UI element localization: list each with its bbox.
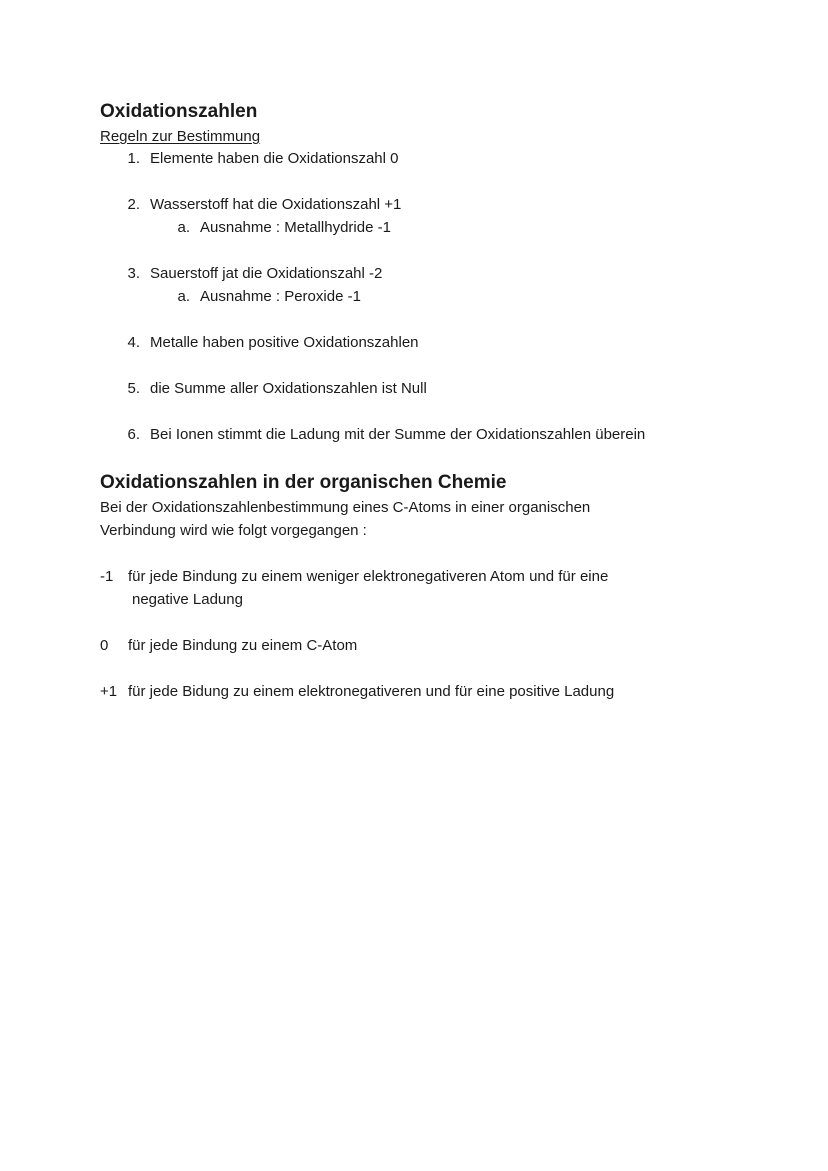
intro-line-1: Bei der Oxidationszahlenbestimmung eines C-Atoms in einer organischen xyxy=(100,499,591,516)
section-subtitle-regeln: Regeln zur Bestimmung xyxy=(100,128,261,145)
list-item-text: Sauerstoff jat die Oxidationszahl -2 xyxy=(150,265,383,282)
list-item-text: Elemente haben die Oxidationszahl 0 xyxy=(150,150,399,167)
oxidation-value: +1 xyxy=(100,683,118,700)
list-number: 4. xyxy=(127,334,140,351)
list-number: 2. xyxy=(127,196,140,213)
list-item-text: für jede Bindung zu einem weniger elektronegativeren Atom und für eine xyxy=(128,568,609,585)
list-item-text: Bei Ionen stimmt die Ladung mit der Summe der Oxidationszahlen überein xyxy=(150,426,646,443)
list-number: 5. xyxy=(127,380,140,397)
list-number: 3. xyxy=(127,265,140,282)
section-title-organische-chemie: Oxidationszahlen in der organischen Chemie xyxy=(100,472,507,493)
list-number: 6. xyxy=(127,426,140,443)
intro-line-2: Verbindung wird wie folgt vorgegangen : xyxy=(100,522,367,539)
sublist-item-text: Ausnahme : Peroxide -1 xyxy=(200,288,361,305)
oxidation-value: -1 xyxy=(100,568,114,585)
list-item-text: die Summe aller Oxidationszahlen ist Null xyxy=(150,380,427,397)
list-item-text: für jede Bindung zu einem C-Atom xyxy=(128,637,358,654)
section-title-oxidationszahlen: Oxidationszahlen xyxy=(100,101,258,122)
list-item-text: für jede Bidung zu einem elektronegativeren und für eine positive Ladung xyxy=(128,683,615,700)
oxidation-value: 0 xyxy=(100,637,109,654)
list-item-text-continued: negative Ladung xyxy=(132,591,243,608)
sublist-letter: a. xyxy=(177,219,190,236)
list-item-text: Wasserstoff hat die Oxidationszahl +1 xyxy=(150,196,402,213)
sublist-letter: a. xyxy=(177,288,190,305)
sublist-item-text: Ausnahme : Metallhydride -1 xyxy=(200,219,391,236)
list-item-text: Metalle haben positive Oxidationszahlen xyxy=(150,334,419,351)
list-number: 1. xyxy=(127,150,140,167)
